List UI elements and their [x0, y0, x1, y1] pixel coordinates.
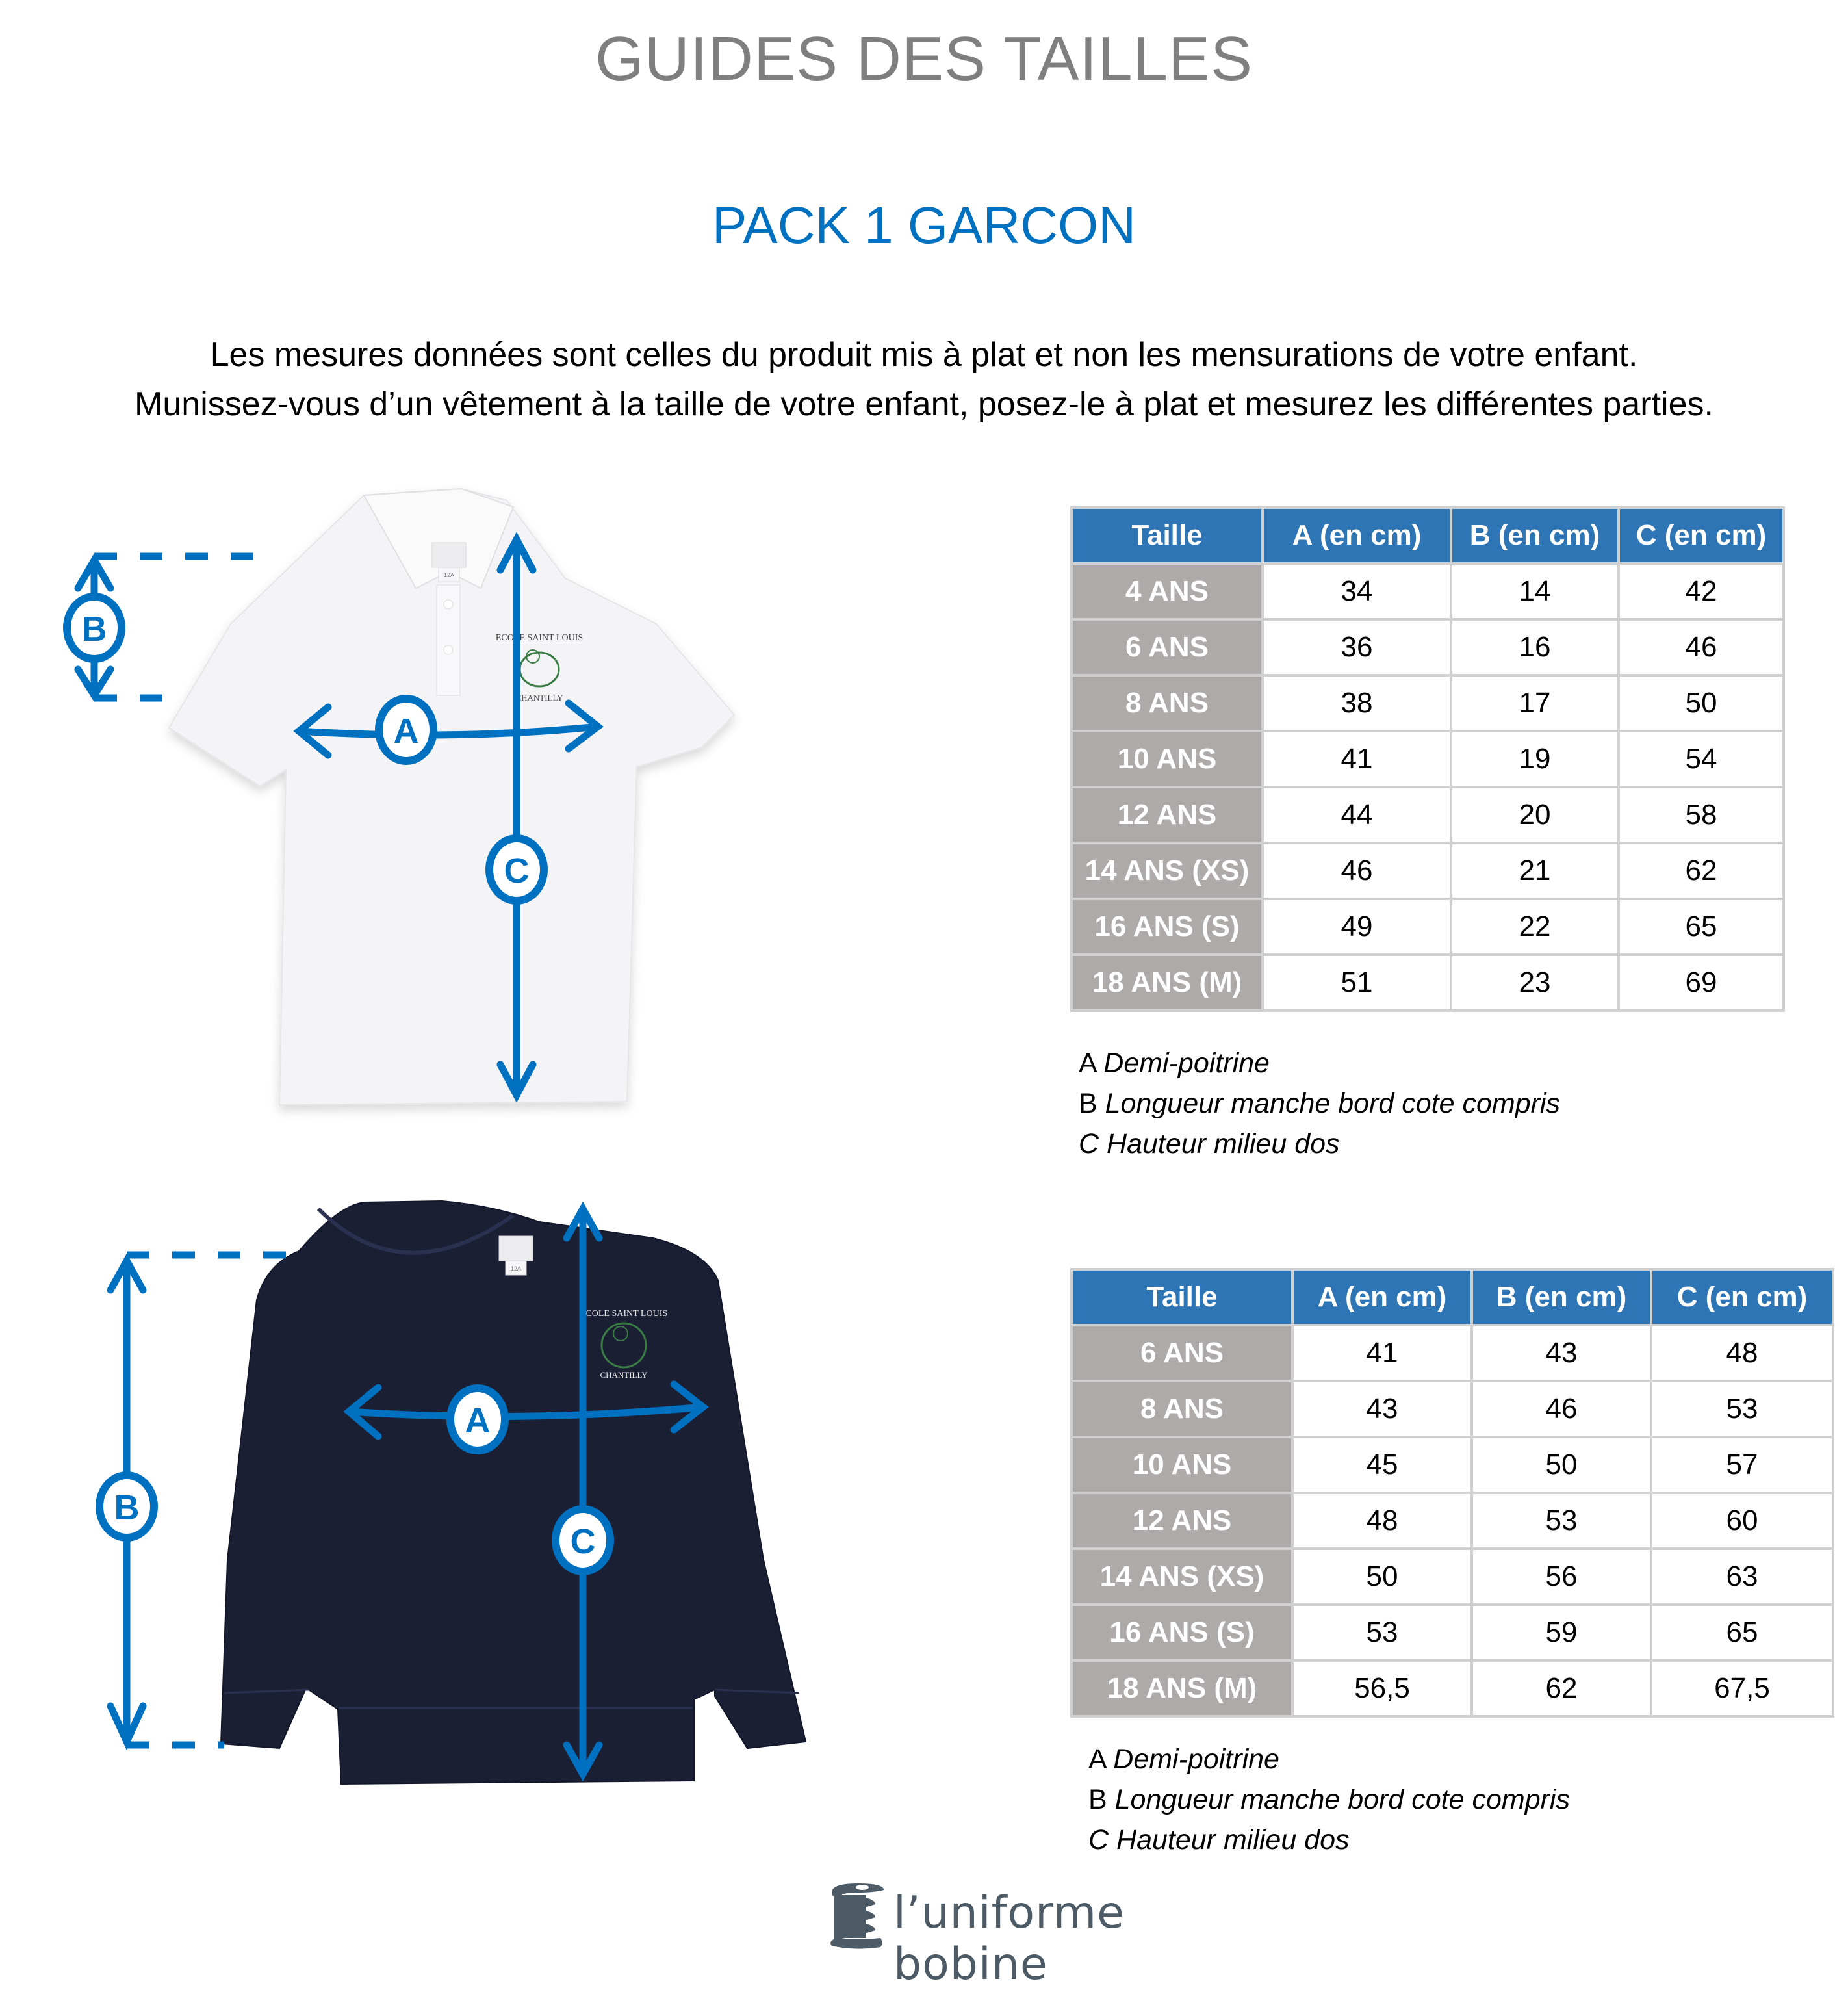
- thread-spool-icon: [828, 1878, 887, 1953]
- value-b: 20: [1451, 787, 1619, 843]
- value-b: 59: [1472, 1605, 1651, 1660]
- marker-b-icon: [67, 597, 122, 659]
- svg-text:A: A: [393, 712, 419, 751]
- measurement-legend-sweatshirt: [1088, 1739, 1570, 1860]
- value-c: 69: [1619, 955, 1784, 1011]
- value-c: 65: [1619, 899, 1784, 955]
- legend-item: [1088, 1739, 1570, 1779]
- size-table-sweatshirt: [1070, 1268, 1834, 1718]
- pack-title: PACK 1 GARCON: [712, 196, 1136, 254]
- legend-key: C: [1088, 1824, 1109, 1855]
- measurement-legend-polo: [1079, 1043, 1560, 1164]
- intro-text-line-1: Les mesures données sont celles du produit mis à plat et non les mensurations de votre enfant.: [210, 336, 1638, 374]
- legend-text: Demi-poitrine: [1113, 1744, 1279, 1775]
- size-label: 12 ANS: [1072, 1493, 1292, 1549]
- legend-text: Hauteur milieu dos: [1116, 1824, 1350, 1855]
- intro-text-line-2: Munissez-vous d’un vêtement à la taille de votre enfant, posez-le à plat et mesurez les différentes parties.: [135, 385, 1713, 423]
- svg-text:CHANTILLY: CHANTILLY: [515, 693, 563, 703]
- table-row: [1072, 619, 1784, 675]
- sweatshirt-shape: [221, 1201, 806, 1784]
- value-c: 62: [1619, 843, 1784, 899]
- table-row: [1072, 1493, 1833, 1549]
- table-row: [1072, 563, 1784, 619]
- legend-item: [1079, 1083, 1560, 1124]
- size-label: 14 ANS (XS): [1072, 843, 1263, 899]
- table-row: [1072, 1325, 1833, 1381]
- value-c: 65: [1651, 1605, 1833, 1660]
- legend-key: C: [1079, 1128, 1099, 1159]
- value-b: 17: [1451, 675, 1619, 731]
- value-b: 23: [1451, 955, 1619, 1011]
- size-label: 12 ANS: [1072, 787, 1263, 843]
- value-b: 53: [1472, 1493, 1651, 1549]
- value-c: 58: [1619, 787, 1784, 843]
- value-a: 51: [1263, 955, 1451, 1011]
- column-header: B (en cm): [1451, 508, 1619, 563]
- brand-logo: [828, 1878, 1218, 1990]
- size-label: 10 ANS: [1072, 1437, 1292, 1493]
- size-label: 6 ANS: [1072, 619, 1263, 675]
- value-a: 56,5: [1292, 1660, 1472, 1716]
- table-row: [1072, 1660, 1833, 1716]
- value-c: 67,5: [1651, 1660, 1833, 1716]
- legend-item: [1079, 1124, 1560, 1164]
- marker-c-icon: [556, 1509, 610, 1571]
- size-table-polo: [1070, 506, 1785, 1012]
- value-a: 49: [1263, 899, 1451, 955]
- legend-text: Longueur manche bord cote compris: [1114, 1784, 1570, 1815]
- table-row: [1072, 955, 1784, 1011]
- legend-text: Demi-poitrine: [1103, 1048, 1270, 1079]
- size-label: 16 ANS (S): [1072, 899, 1263, 955]
- legend-key: A: [1079, 1048, 1096, 1079]
- column-header: B (en cm): [1472, 1269, 1651, 1325]
- size-label: 8 ANS: [1072, 1381, 1292, 1437]
- column-header: A (en cm): [1292, 1269, 1472, 1325]
- value-a: 41: [1263, 731, 1451, 787]
- svg-text:12A: 12A: [510, 1265, 522, 1272]
- size-label: 8 ANS: [1072, 675, 1263, 731]
- value-a: 45: [1292, 1437, 1472, 1493]
- size-label: 16 ANS (S): [1072, 1605, 1292, 1660]
- value-c: 42: [1619, 563, 1784, 619]
- value-c: 53: [1651, 1381, 1833, 1437]
- column-header: Taille: [1072, 508, 1263, 563]
- value-b: 56: [1472, 1549, 1651, 1605]
- column-header: C (en cm): [1651, 1269, 1833, 1325]
- value-c: 48: [1651, 1325, 1833, 1381]
- column-header: C (en cm): [1619, 508, 1784, 563]
- value-c: 60: [1651, 1493, 1833, 1549]
- svg-text:ECOLE SAINT LOUIS: ECOLE SAINT LOUIS: [495, 633, 584, 643]
- value-a: 48: [1292, 1493, 1472, 1549]
- svg-text:B: B: [81, 610, 107, 649]
- table-row: [1072, 1605, 1833, 1660]
- value-a: 41: [1292, 1325, 1472, 1381]
- table-row: [1072, 675, 1784, 731]
- value-c: 57: [1651, 1437, 1833, 1493]
- table-header-row: [1072, 1269, 1833, 1325]
- svg-text:C: C: [570, 1522, 596, 1561]
- size-label: 18 ANS (M): [1072, 1660, 1292, 1716]
- size-label: 14 ANS (XS): [1072, 1549, 1292, 1605]
- legend-key: B: [1079, 1088, 1097, 1119]
- value-a: 44: [1263, 787, 1451, 843]
- value-a: 53: [1292, 1605, 1472, 1660]
- value-b: 22: [1451, 899, 1619, 955]
- svg-text:12A: 12A: [443, 572, 455, 578]
- value-b: 14: [1451, 563, 1619, 619]
- svg-text:C: C: [504, 851, 530, 890]
- sweatshirt-diagram: [0, 1183, 845, 1807]
- value-c: 50: [1619, 675, 1784, 731]
- svg-text:A: A: [465, 1401, 491, 1440]
- legend-key: B: [1088, 1784, 1107, 1815]
- value-b: 62: [1472, 1660, 1651, 1716]
- table-row: [1072, 843, 1784, 899]
- table-row: [1072, 1549, 1833, 1605]
- legend-key: A: [1088, 1744, 1106, 1775]
- value-a: 43: [1292, 1381, 1472, 1437]
- table-row: [1072, 899, 1784, 955]
- column-header: Taille: [1072, 1269, 1292, 1325]
- marker-a-icon: [450, 1388, 505, 1451]
- size-label: 6 ANS: [1072, 1325, 1292, 1381]
- marker-c-icon: [489, 838, 544, 901]
- table-header-row: [1072, 508, 1784, 563]
- value-b: 46: [1472, 1381, 1651, 1437]
- value-b: 19: [1451, 731, 1619, 787]
- value-c: 46: [1619, 619, 1784, 675]
- svg-text:CHANTILLY: CHANTILLY: [600, 1370, 648, 1380]
- marker-a-icon: [379, 699, 433, 761]
- value-c: 54: [1619, 731, 1784, 787]
- marker-b-icon: [99, 1475, 154, 1538]
- value-a: 50: [1292, 1549, 1472, 1605]
- value-a: 38: [1263, 675, 1451, 731]
- value-a: 36: [1263, 619, 1451, 675]
- table-row: [1072, 787, 1784, 843]
- legend-item: [1079, 1043, 1560, 1083]
- legend-item: [1088, 1779, 1570, 1820]
- value-a: 46: [1263, 843, 1451, 899]
- legend-text: Longueur manche bord cote compris: [1105, 1088, 1560, 1119]
- value-a: 34: [1263, 563, 1451, 619]
- logo-wordmark: l’uniforme bobine: [893, 1887, 1125, 1990]
- size-label: 4 ANS: [1072, 563, 1263, 619]
- size-label: 10 ANS: [1072, 731, 1263, 787]
- polo-shirt-diagram: [0, 481, 780, 1118]
- value-b: 50: [1472, 1437, 1651, 1493]
- size-label: 18 ANS (M): [1072, 955, 1263, 1011]
- legend-text: Hauteur milieu dos: [1107, 1128, 1340, 1159]
- value-b: 16: [1451, 619, 1619, 675]
- page-title: GUIDES DES TAILLES: [595, 24, 1253, 94]
- svg-text:B: B: [114, 1488, 140, 1527]
- svg-text:ECOLE SAINT LOUIS: ECOLE SAINT LOUIS: [580, 1309, 668, 1319]
- legend-item: [1088, 1820, 1570, 1860]
- table-row: [1072, 1437, 1833, 1493]
- value-b: 21: [1451, 843, 1619, 899]
- value-c: 63: [1651, 1549, 1833, 1605]
- table-row: [1072, 731, 1784, 787]
- value-b: 43: [1472, 1325, 1651, 1381]
- column-header: A (en cm): [1263, 508, 1451, 563]
- table-row: [1072, 1381, 1833, 1437]
